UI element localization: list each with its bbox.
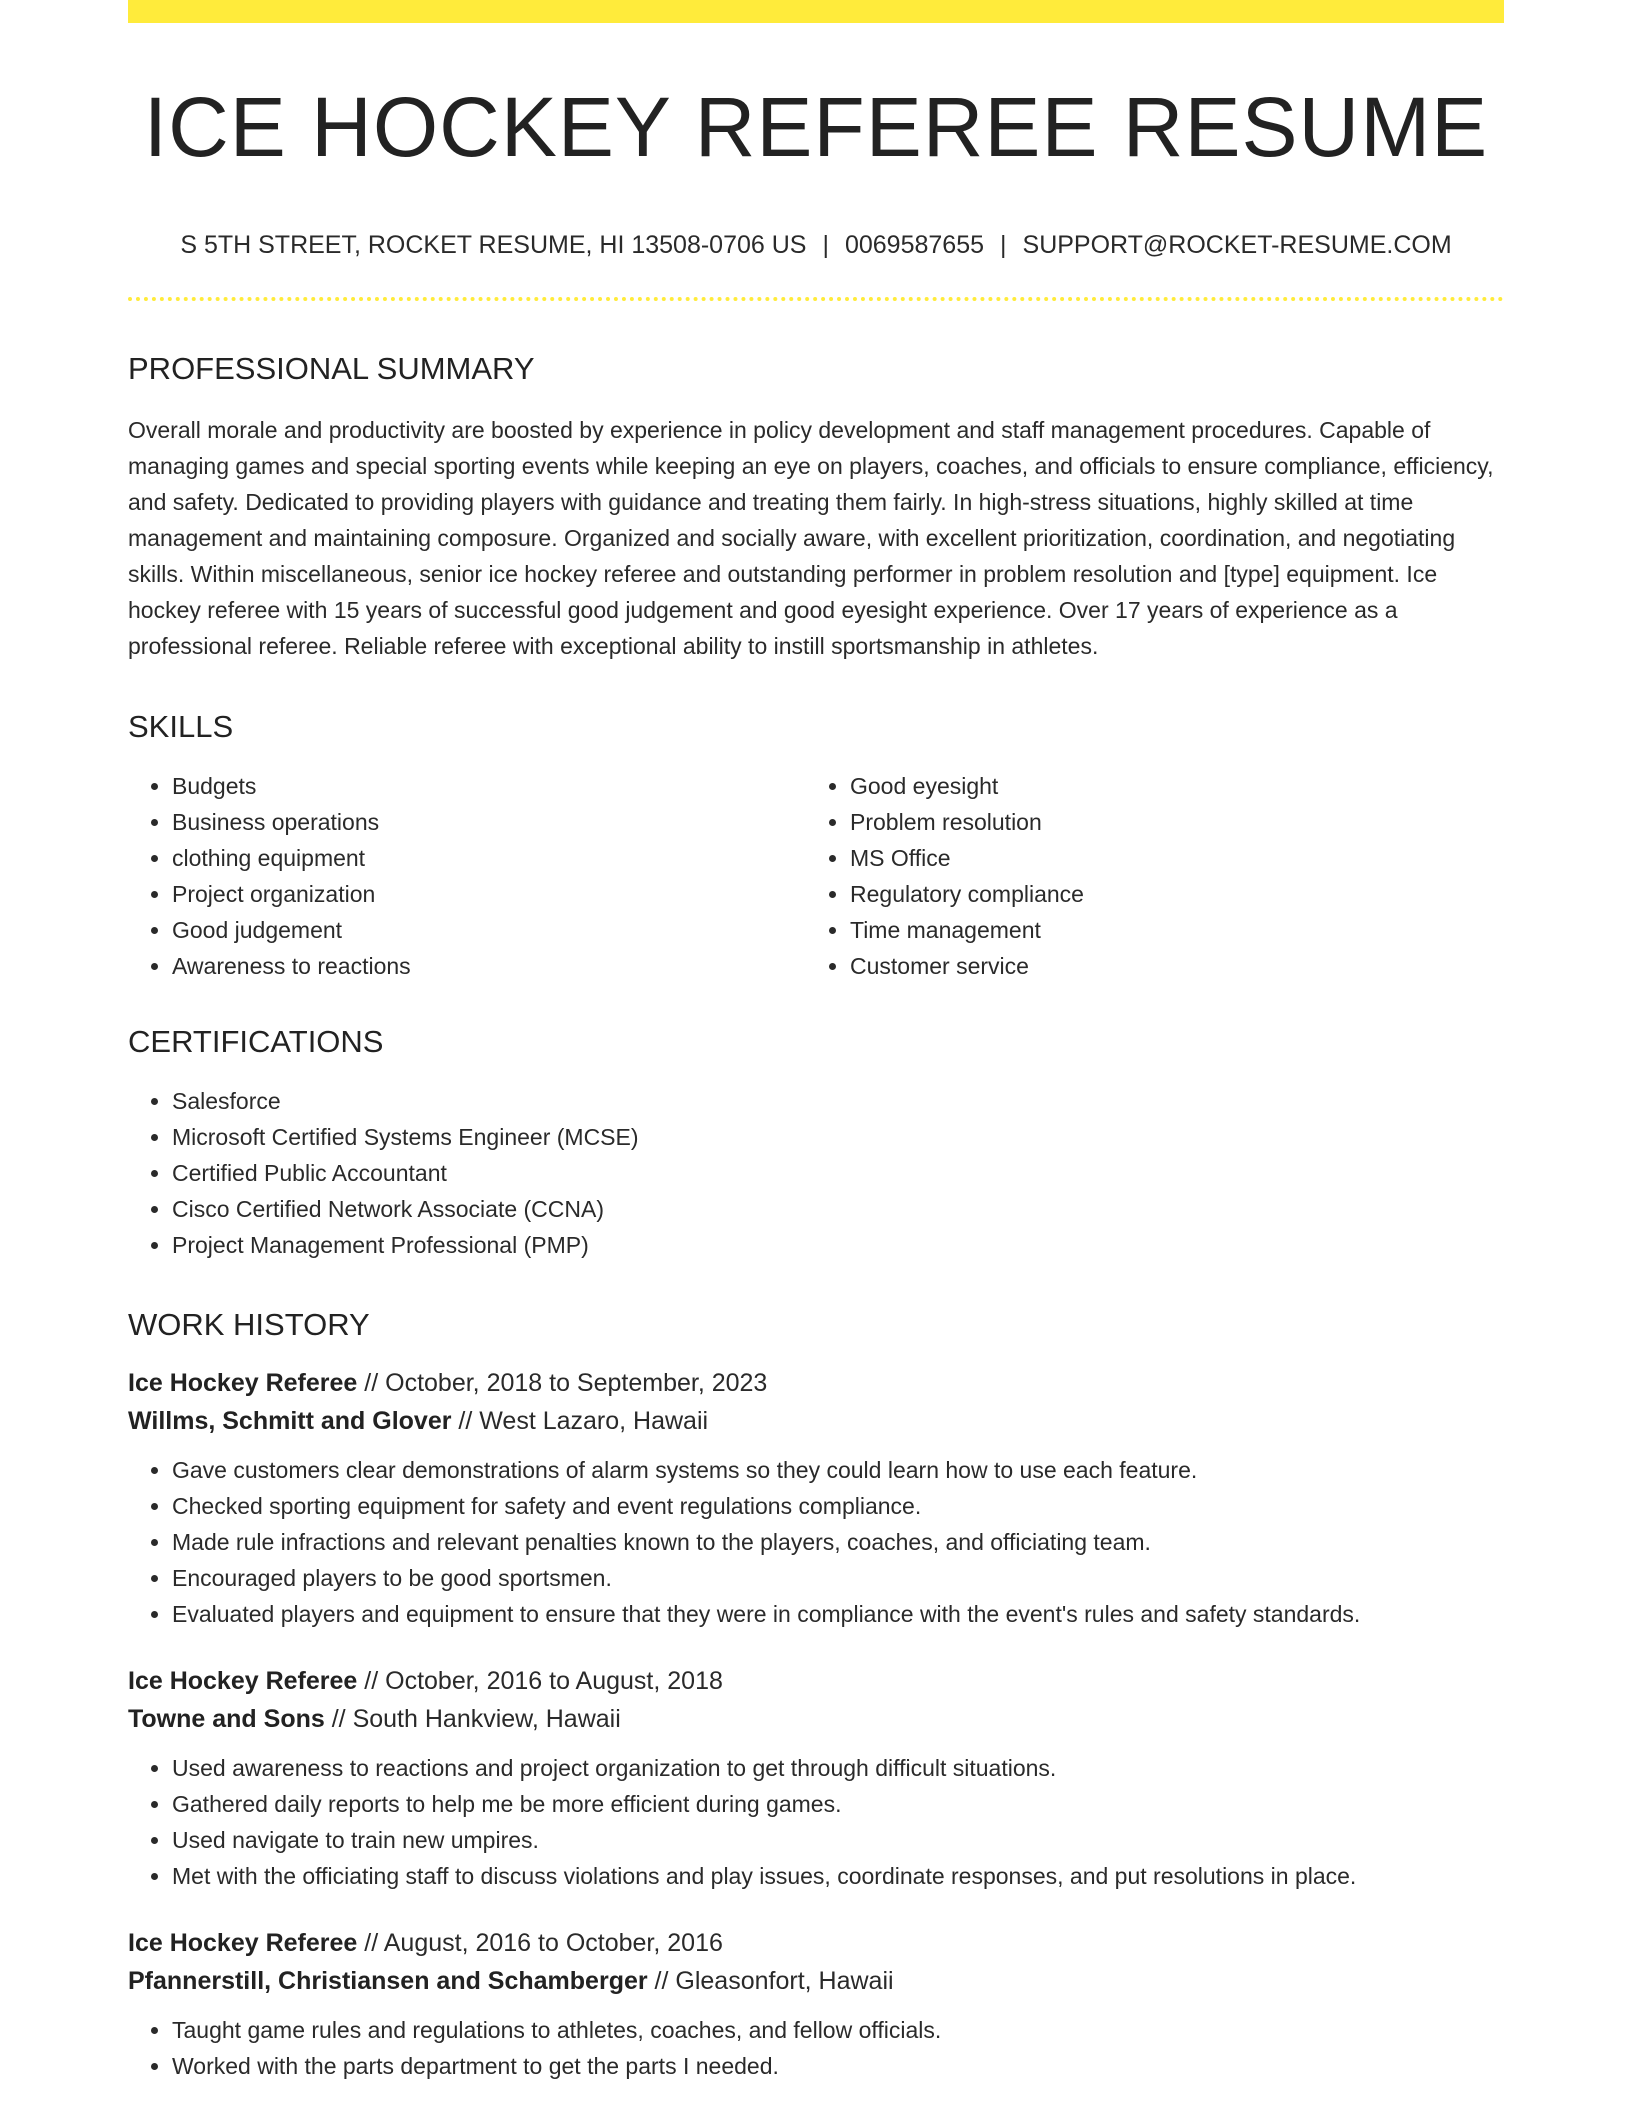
skill-item: • Project organization (172, 876, 806, 912)
job-company-line (128, 1700, 1504, 1738)
job-divider: // (364, 1929, 379, 1957)
summary-text: Overall morale and productivity are boosted by experience in policy development and staff management procedures. Capable of managing games and special sporting events while keeping an eye on players, coaches, and officials to ensure compliance, efficiency, and safety. Dedicated to providing players with guidance and treating them fairly. In high-stress situations, highly skilled at time management and maintaining composure. Organized and socially aware, with excellent prioritization, coordination, and negotiating skills. Within miscellaneous, senior ice hockey referee and outstanding performer in problem resolution and [type] equipment. Ice hockey referee with 15 years of successful good judgement and good eyesight experience. Over 17 years of experience as a professional referee. Reliable referee with exceptional ability to instill sportsmanship in athletes. (128, 417, 1494, 659)
skill-item: • Customer service (850, 948, 1484, 984)
certification-item: • Cisco Certified Network Associate (CCNA) (172, 1191, 1504, 1227)
skills-heading: SKILLS (128, 709, 234, 744)
job-bullet: • Used awareness to reactions and project organization to get through difficult situations. (172, 1750, 1504, 1786)
skill-item: • Problem resolution (850, 804, 1484, 840)
job-divider: // (364, 1369, 379, 1397)
job-bullet: • Evaluated players and equipment to ensure that they were in compliance with the event's rules and safety standards. (172, 1596, 1504, 1632)
job-company: Towne and Sons (128, 1705, 325, 1733)
job-entry (128, 1364, 1504, 1632)
skill-item: • Awareness to reactions (172, 948, 806, 984)
skills-column-right (806, 768, 1484, 984)
summary-heading: PROFESSIONAL SUMMARY (128, 351, 535, 386)
contact-separator: | (1000, 231, 1007, 259)
job-entry (128, 1924, 1504, 2084)
job-company-line (128, 1402, 1504, 1440)
skill-item: • Good eyesight (850, 768, 1484, 804)
skills-column-left (128, 768, 806, 984)
job-bullets (128, 1452, 1504, 1632)
skill-item: • Time management (850, 912, 1484, 948)
certification-item: • Microsoft Certified Systems Engineer (MCSE) (172, 1119, 1504, 1155)
skill-item: • clothing equipment (172, 840, 806, 876)
skill-item: • Business operations (172, 804, 806, 840)
certification-item: • Certified Public Accountant (172, 1155, 1504, 1191)
accent-top-bar (128, 0, 1504, 23)
job-location: South Hankview, Hawaii (352, 1705, 621, 1733)
job-company-line (128, 1962, 1504, 2000)
certifications-heading: CERTIFICATIONS (128, 1024, 384, 1059)
work-history-heading: WORK HISTORY (128, 1307, 370, 1342)
job-company: Pfannerstill, Christiansen and Schamberger (128, 1967, 648, 1995)
job-dates: August, 2016 to October, 2016 (383, 1929, 723, 1957)
job-location: West Lazaro, Hawaii (479, 1407, 709, 1435)
job-role-line (128, 1364, 1504, 1402)
job-company: Willms, Schmitt and Glover (128, 1407, 452, 1435)
job-role-line (128, 1924, 1504, 1962)
job-bullet: • Gathered daily reports to help me be more efficient during games. (172, 1786, 1504, 1822)
job-entry (128, 1662, 1504, 1894)
job-bullet: • Used navigate to train new umpires. (172, 1822, 1504, 1858)
certification-item: • Salesforce (172, 1083, 1504, 1119)
job-bullet: • Checked sporting equipment for safety and event regulations compliance. (172, 1488, 1504, 1524)
certifications-list (128, 1083, 1504, 1263)
job-divider: // (654, 1967, 669, 1995)
contact-line (128, 233, 1504, 258)
job-location: Gleasonfort, Hawaii (675, 1967, 894, 1995)
job-role: Ice Hockey Referee (128, 1369, 358, 1397)
job-divider: // (364, 1667, 379, 1695)
contact-phone: 0069587655 (844, 231, 985, 259)
skills-list (128, 768, 1504, 984)
job-bullets (128, 1750, 1504, 1894)
resume-page (128, 0, 1504, 2084)
job-bullet: • Gave customers clear demonstrations of alarm systems so they could learn how to use each feature. (172, 1452, 1504, 1488)
job-bullet: • Met with the officiating staff to discuss violations and play issues, coordinate responses, and put resolutions in place. (172, 1858, 1504, 1894)
skill-item: • Regulatory compliance (850, 876, 1484, 912)
job-divider: // (331, 1705, 346, 1733)
job-dates: October, 2018 to September, 2023 (385, 1369, 768, 1397)
skill-item: • MS Office (850, 840, 1484, 876)
job-bullet: • Taught game rules and regulations to athletes, coaches, and fellow officials. (172, 2012, 1504, 2048)
skill-item: • Budgets (172, 768, 806, 804)
contact-separator: | (822, 231, 829, 259)
job-bullet: • Worked with the parts department to get the parts I needed. (172, 2048, 1504, 2084)
skill-item: • Good judgement (172, 912, 806, 948)
job-bullet: • Made rule infractions and relevant penalties known to the players, coaches, and officiating team. (172, 1524, 1504, 1560)
job-role: Ice Hockey Referee (128, 1667, 358, 1695)
resume-title: ICE HOCKEY REFEREE RESUME (143, 80, 1489, 174)
job-dates: October, 2016 to August, 2018 (385, 1667, 723, 1695)
certification-item: • Project Management Professional (PMP) (172, 1227, 1504, 1263)
job-role-line (128, 1662, 1504, 1700)
job-role: Ice Hockey Referee (128, 1929, 358, 1957)
dotted-divider (128, 297, 1504, 301)
contact-email: SUPPORT@ROCKET-RESUME.COM (1022, 231, 1452, 259)
contact-address: S 5TH STREET, ROCKET RESUME, HI 13508-0706 US (180, 231, 807, 259)
job-bullets (128, 2012, 1504, 2084)
job-divider: // (458, 1407, 473, 1435)
job-bullet: • Encouraged players to be good sportsmen. (172, 1560, 1504, 1596)
